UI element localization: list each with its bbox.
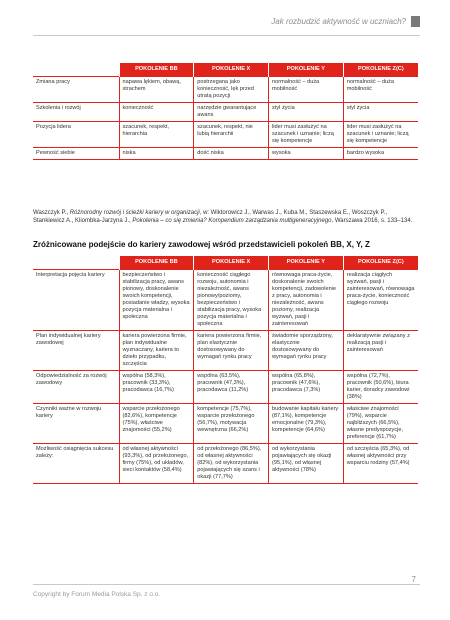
table-cell: styl życia [343,103,418,122]
table-cell: konieczność [119,103,194,122]
table-row [33,148,418,160]
table-cell: niska [119,148,194,160]
table-row [33,103,418,122]
row-label: Odpowiedzialność za rozwój zawodowy [33,371,119,404]
table-cell: od wykorzystania pojawiających się okazji (95,1%), od własnej aktywności (78%) [269,444,344,484]
column-header: POKOLENIE Y [269,256,344,270]
table-row [33,444,418,484]
source-citation [33,210,418,225]
column-header: POKOLENIE X [194,256,269,270]
table-cell: konieczność ciągłego rozwoju, autonomia i niezależność, awans pionowy/poziomy, bezpieczeństwo i stabilizacja pracy, wysoka pozycja materialna i społeczna [194,270,269,331]
comparison-table-2 [33,256,418,484]
row-label: Szkolenia i rozwój [33,103,119,122]
table-cell: kompetencje (75,7%), wsparcie przełożonego (56,7%), motywacja wewnętrzna (66,2%) [194,404,269,444]
row-label: Pozycja lidera [33,122,119,148]
table-row [33,404,418,444]
table-cell: szacunek, respekt, hierarchia [119,122,194,148]
table-cell: wspólna (72,7%), pracownik (50,6%), biura karier, doradcy zawodowi (38%) [343,371,418,404]
column-header: POKOLENIE BB [119,63,194,77]
footer-divider [33,584,420,585]
table-cell: wspólna (65,8%), pracownik (47,6%), pracodawca (7,3%) [269,371,344,404]
table-cell: wspólna (58,3%), pracownik (33,3%), pracodawca (16,7%) [119,371,194,404]
table-cell: napawa lękiem, obawą, strachem [119,77,194,103]
table-header-row [33,63,418,77]
table-row [33,331,418,371]
table-cell: lider musi zasłużyć na szacunek i uznanie; liczą się kompetencje [269,122,344,148]
table-cell: od przełożonego (86,5%), od własnej aktywności (82%), od wykorzystania pojawiających się szans i okazji (77,7%) [194,444,269,484]
table-cell: narzędzie gwarantujące awans [194,103,269,122]
table-cell: postrzegana jako konieczność, lęk przed utratą pozycji [194,77,269,103]
table-cell: kariera powierzona firmie, plan elastycznie dostosowywany do wymagań rynku pracy [194,331,269,371]
citation-text: , Warszawa 2016, s. 133–134. [331,217,413,224]
table-cell: realizacja ciągłych wyzwań, pasji i zainteresowań, równowaga praca-życie, konieczność ciągłego rozwoju [343,270,418,331]
header-divider [33,35,420,36]
table-cell: wsparcie przełożonego (82,6%), kompetencje (75%), właściwe znajomości (55,2%) [119,404,194,444]
table-row [33,270,418,331]
table-cell: normalność – duża mobilność [343,77,418,103]
page-number: 7 [411,575,416,584]
table-cell: świadomie sporządzony, elastycznie dostosowywany do wymagań rynku pracy [269,331,344,371]
row-label: Możliwość osiągnięcia sukcesu zależy: [33,444,119,484]
table-cell: lider musi zasłużyć na szacunek i uznanie; liczą się kompetencje [343,122,418,148]
copyright-notice: Copyright by Forum Media Polska Sp. z o.o. [33,591,161,598]
column-header: POKOLENIE X [194,63,269,77]
table-row [33,122,418,148]
table-cell: od szczęścia (65,3%), od własnej aktywności przy wsparciu rodziny (57,4%) [343,444,418,484]
header-marker [411,16,420,27]
table-cell: równowaga praca-życie, doskonalenie swoich kompetencji, zadowolenie z pracy, autonomia i niezależność, awans poziomy, realizacja wyzwań, pasji i zainteresowań [269,270,344,331]
row-label: Pewność siebie [33,148,119,160]
table-cell: od własnej aktywności (93,3%), od przełożonego, firmy (75%), od układów, sieci kontaktów (58,4%) [119,444,194,484]
table-header-row [33,256,418,270]
citation-title: Różnorodny rozwój i ścieżki kariery w organizacji [69,210,200,216]
column-header: POKOLENIE Z(C) [343,63,418,77]
citation-title: Pokolenia – co się zmienia? Kompendium zarządzania multigeneracyjnego [132,217,332,224]
table-cell: bardzo wysoka [343,148,418,160]
table-cell: właściwe znajomości (79%), wsparcie najbliższych (66,5%), własne predyspozycje, preferencje (61,7%) [343,404,418,444]
column-header: POKOLENIE BB [119,256,194,270]
table-cell: wysoka [269,148,344,160]
table-cell: kariera powierzona firmie, plan indywidualne wyznaczany, kariera to dzieło przypadku, szczęścia [119,331,194,371]
row-label: Interpretacja pojęcia kariery [33,270,119,331]
table-cell: wspólna (63,5%), pracownik (47,3%), pracodawca (11,2%) [194,371,269,404]
citation-text: Waszczyk P., [33,210,70,216]
table-cell: bezpieczeństwo i stabilizacja pracy, awans pionowy, doskonalenie swoich kompetencji, posiadanie władzy, wysoka pozycja materialna i społeczna [119,270,194,331]
row-label: Plan indywidualnej kariery zawodowej [33,331,119,371]
section-title: Zróżnicowane podejście do kariery zawodowej wśród przedstawicieli pokoleń BB, X, Y, Z [33,240,370,249]
table-row [33,77,418,103]
row-label: Zmiana pracy [33,77,119,103]
running-header: Jak rozbudzić aktywność w uczniach? [271,17,406,26]
comparison-table-1 [33,63,418,160]
column-header: POKOLENIE Z(C) [343,256,418,270]
row-label: Czynniki ważne w rozwoju kariery [33,404,119,444]
table-row [33,371,418,404]
table-cell: styl życia [269,103,344,122]
table-cell: deklaratywnie związany z realizacją pasji i zainteresowań [343,331,418,371]
table-cell: normalność – duża mobilność [269,77,344,103]
column-header: POKOLENIE Y [269,63,344,77]
table-cell: szacunek, respekt, nie lubią hierarchii [194,122,269,148]
citation-text: , w: Wiktorowicz J., Warwas J., Kuba M., Staszewska E., Woszczyk P., Stankiewicz A., Kliombka-Jarzyna J., [33,210,387,224]
table-cell: dość niska [194,148,269,160]
table-cell: budowanie kapitału kariery (87,1%), kompetencje emocjonalne (79,3%), kompetencje (64,6%) [269,404,344,444]
